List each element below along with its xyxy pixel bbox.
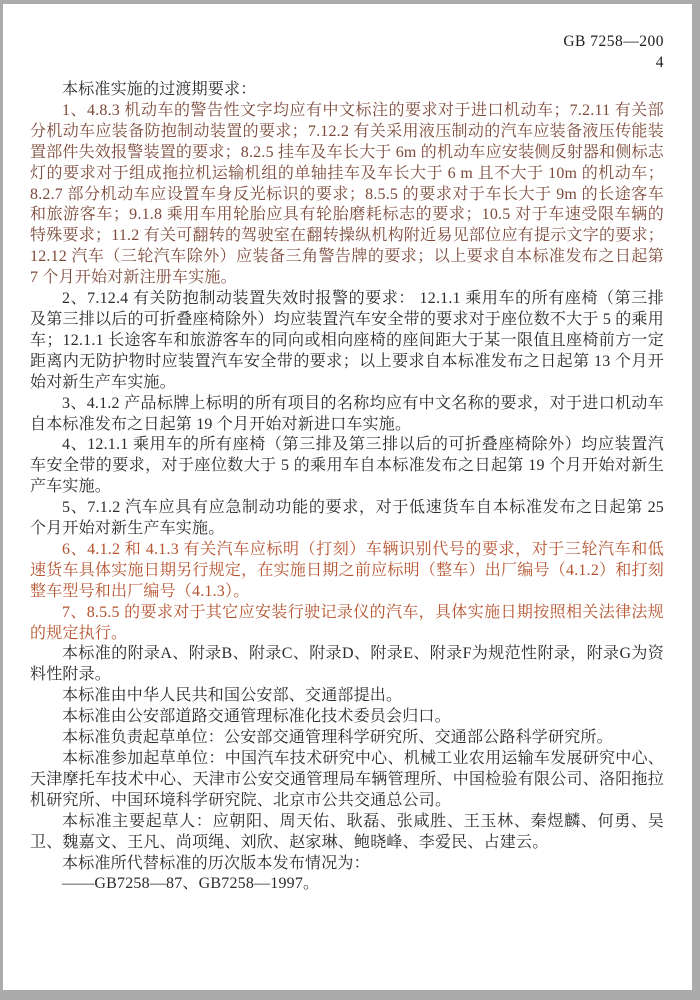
- transition-item-1: 1、4.8.3 机动车的警告性文字均应有中文标注的要求对于进口机动车；7.2.11 有关部分机动车应装备防抱制动装置的要求；7.12.2 有关采用液压制动的汽车应装备液压传能装置部件失效报警装置的要求；8.2.5 挂车及车长大于 6m 的机动车应安装侧反射器和侧标志灯的要求对于组成拖拉机运输机组的单轴挂车及车长大于 6 m 且不大于 10m 的机动车；8.2.7 部分机动车应设置车身反光标识的要求；8.5.5 的要求对于车长大于 9m 的长途客车和旅游客车；9.1.8 乘用车用轮胎应具有轮胎磨耗标志的要求；10.5 对于车速受限车辆的特殊要求；11.2 有关可翻转的驾驶室在翻转操纵机构附近易见部位应有提示文字的要求；12.12 汽车（三轮汽车除外）应装备三角警告牌的要求；以上要求自本标准发布之日起第 7 个月开始对新注册车实施。: [30, 101, 664, 287]
- transition-item-3: 3、4.1.2 产品标牌上标明的所有项目的名称均应有中文名称的要求，对于进口机动车自本标准发布之日起第 19 个月开始对新进口车实施。: [30, 394, 664, 433]
- participating-drafting-units: 本标准参加起草单位：中国汽车技术研究中心、机械工业农用运输车发展研究中心、天津摩托车技术中心、天津市公安交通管理局车辆管理所、中国检验有限公司、洛阳拖拉机研究所、中国环境科学研究院、北京市公共交通总公司。: [30, 750, 664, 809]
- appendix-note: 本标准的附录A、附录B、附录C、附录D、附录E、附录F为规范性附录，附录G为资料性附录。: [30, 645, 664, 684]
- transition-requirements-heading: 本标准实施的过渡期要求：: [62, 81, 257, 98]
- main-drafters: 本标准主要起草人：应朝阳、周天佑、耿磊、张咸胜、王玉林、秦煜麟、何勇、吴卫、魏嘉文、王凡、尚项绳、刘欣、赵家琳、鲍晓峰、李爱民、占建云。: [30, 812, 664, 851]
- centralized-by-note: 本标准由公安部道路交通管理标准化技术委员会归口。: [62, 708, 451, 726]
- proposed-by-note: 本标准由中华人民共和国公安部、交通部提出。: [62, 687, 403, 705]
- transition-item-5: 5、7.1.2 汽车应具有应急制动功能的要求，对于低速货车自本标准发布之日起第 25 个月开始对新生产车实施。: [30, 499, 664, 538]
- transition-item-6: 6、4.1.2 和 4.1.3 有关汽车应标明（打刻）车辆识别代号的要求，对于三轮汽车和低速货车具体实施日期另行规定，在实施日期之前应标明（整车）出厂编号（4.1.2）和打刻整车型号和出厂编号（4.1.3）。: [30, 540, 664, 600]
- document-body: [30, 80, 664, 895]
- responsible-drafting-units: 本标准负责起草单位：公安部交通管理科学研究所、交通部公路科学研究所。: [62, 729, 613, 747]
- document-number-block: [3, 31, 664, 73]
- superseded-standards-list: ——GB7258—87、GB7258—1997。: [62, 875, 320, 893]
- transition-item-2: 2、7.12.4 有关防抱制动装置失效时报警的要求： 12.1.1 乘用车的所有座椅（第三排及第三排以后的可折叠座椅除外）均应装置汽车安全带的要求对于座位数不大于 5 的乘用车；12.1.1 长途客车和旅游客车的同向或相向座椅的座间距大于某一限值且座椅前方一定距离内无防护物时应装置汽车安全带的要求；以上要求自本标准发布之日起第 13 个月开始对新生产车实施。: [30, 290, 664, 391]
- document-page: [3, 4, 692, 990]
- transition-item-4: 4、12.1.1 乘用车的所有座椅（第三排及第三排以后的可折叠座椅除外）均应装置汽车安全带的要求，对于座位数大于 5 的乘用车自本标准发布之日起第 19 个月开始对新生产车实施。: [30, 436, 664, 496]
- document-number-line2: 4: [655, 54, 664, 71]
- document-number-line1: GB 7258—200: [563, 33, 664, 50]
- transition-item-7: 7、8.5.5 的要求对于其它应安装行驶记录仪的汽车，具体实施日期按照相关法律法规的规定执行。: [30, 603, 664, 642]
- superseded-standards-heading: 本标准所代替标准的历次版本发布情况为：: [62, 854, 370, 872]
